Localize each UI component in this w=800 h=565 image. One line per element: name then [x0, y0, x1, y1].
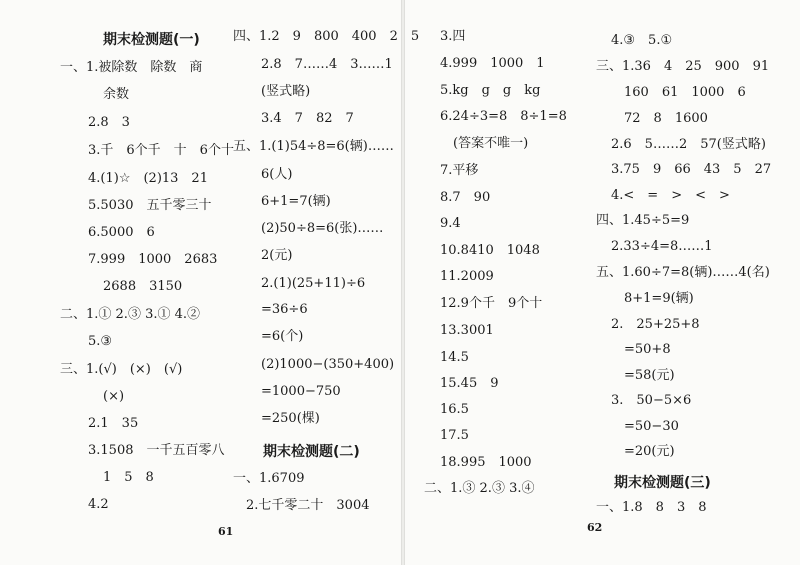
col2-line: 2.七千零二十 3004 — [246, 498, 370, 513]
col1-line: 4.2 — [88, 497, 109, 512]
col4-line: 四、1.45÷5=9 — [596, 213, 690, 228]
col3-line: 16.5 — [440, 402, 469, 417]
col2-line: 四、1.2 9 800 400 2 5 — [233, 29, 420, 44]
col3-line: 6.24÷3=8 8÷1=8 — [440, 109, 567, 124]
page-number-left: 61 — [218, 525, 234, 538]
col1-line: 2.8 3 — [88, 115, 130, 130]
col3-line: 8.7 90 — [440, 190, 491, 205]
col2-line: 6+1=7(辆) — [261, 194, 331, 209]
col4-line: 五、1.60÷7=8(辆)……4(名) — [596, 265, 770, 280]
col4-line: 3. 50−5×6 — [611, 393, 692, 408]
col3-line: (答案不唯一) — [453, 136, 529, 151]
col1-line: 三、1.(√) (×) (√) — [60, 362, 183, 377]
col1-line: 一、1.被除数 除数 商 — [60, 60, 203, 75]
col2-line: (2)50÷8=6(张)…… — [261, 221, 384, 236]
col1-line: (×) — [103, 389, 125, 404]
col4-line: 4.③ 5.① — [611, 33, 673, 48]
col4-line: 一、1.8 8 3 8 — [596, 500, 707, 515]
col3-line: 13.3001 — [440, 323, 494, 338]
col2-line: (2)1000−(350+400) — [261, 357, 395, 372]
col1-line: 二、1.① 2.③ 3.① 4.② — [60, 307, 201, 322]
col1-line: 6.5000 6 — [88, 225, 155, 240]
col3-line: 4.999 1000 1 — [440, 56, 545, 71]
col4-line: =50+8 — [624, 342, 671, 357]
col3-line: 3.四 — [440, 29, 466, 44]
col3-line: 14.5 — [440, 350, 469, 365]
col2-line: =1000−750 — [261, 384, 341, 399]
col4-line: 2. 25+25+8 — [611, 317, 700, 332]
col4-line: 三、1.36 4 25 900 91 — [596, 59, 770, 74]
col4-title: 期末检测题(三) — [614, 475, 711, 491]
col1-line: 余数 — [103, 87, 130, 102]
col1-line: 1 5 8 — [103, 470, 154, 485]
col4-line: 160 61 1000 6 — [624, 85, 746, 100]
col4-line: 2.33÷4=8……1 — [611, 239, 713, 254]
col2-line: 一、1.6709 — [233, 471, 305, 486]
col4-line: 8+1=9(辆) — [624, 291, 694, 306]
col4-line: =20(元) — [624, 444, 675, 459]
col2-line: 3.4 7 82 7 — [261, 111, 354, 126]
col4-line: 2.6 5……2 57(竖式略) — [611, 137, 766, 152]
col1-line: 7.999 1000 2683 — [88, 252, 218, 267]
col3-line: 12.9个千 9个十 — [440, 296, 543, 311]
col4-line: 72 8 1600 — [624, 111, 708, 126]
col3-line: 15.45 9 — [440, 376, 499, 391]
col2-line: =6(个) — [261, 329, 304, 344]
col3-line: 5.kg g g kg — [440, 83, 541, 98]
col4-line: 4.< = > < > — [611, 188, 730, 203]
col1-line: 5.③ — [88, 334, 113, 349]
col3-line: 18.995 1000 — [440, 455, 532, 470]
col2-line: 2.(1)(25+11)÷6 — [261, 276, 366, 291]
col3-line: 10.8410 1048 — [440, 243, 540, 258]
page-fold — [401, 0, 405, 565]
col3-line: 17.5 — [440, 428, 469, 443]
col4-line: =50−30 — [624, 419, 679, 434]
col4-line: =58(元) — [624, 368, 675, 383]
col3-line: 11.2009 — [440, 269, 494, 284]
col2-line: (竖式略) — [261, 84, 311, 99]
col2-line: 五、1.(1)54÷8=6(辆)…… — [233, 139, 394, 154]
col4-line: 3.75 9 66 43 5 27 — [611, 162, 772, 177]
col1-line: 5.5030 五千零三十 — [88, 198, 212, 213]
col2-line: =250(棵) — [261, 411, 320, 426]
page-number-right: 62 — [587, 521, 603, 534]
col2-line: 2(元) — [261, 248, 293, 263]
col1-title: 期末检测题(一) — [103, 32, 200, 48]
col1-line: 3.1508 一千五百零八 — [88, 443, 225, 458]
col1-line: 2.1 35 — [88, 416, 139, 431]
col1-line: 2688 3150 — [103, 279, 183, 294]
col3-line: 7.平移 — [440, 163, 479, 178]
col3-line: 二、1.③ 2.③ 3.④ — [424, 481, 535, 496]
col2-line: 2.8 7……4 3……1 — [261, 57, 393, 72]
col2-line: 6(人) — [261, 167, 293, 182]
col2-title: 期末检测题(二) — [263, 444, 360, 460]
col3-line: 9.4 — [440, 216, 461, 231]
col1-line: 3.千 6个千 十 6个十 — [88, 143, 234, 158]
col2-line: =36÷6 — [261, 302, 308, 317]
col1-line: 4.(1)☆ (2)13 21 — [88, 171, 208, 186]
